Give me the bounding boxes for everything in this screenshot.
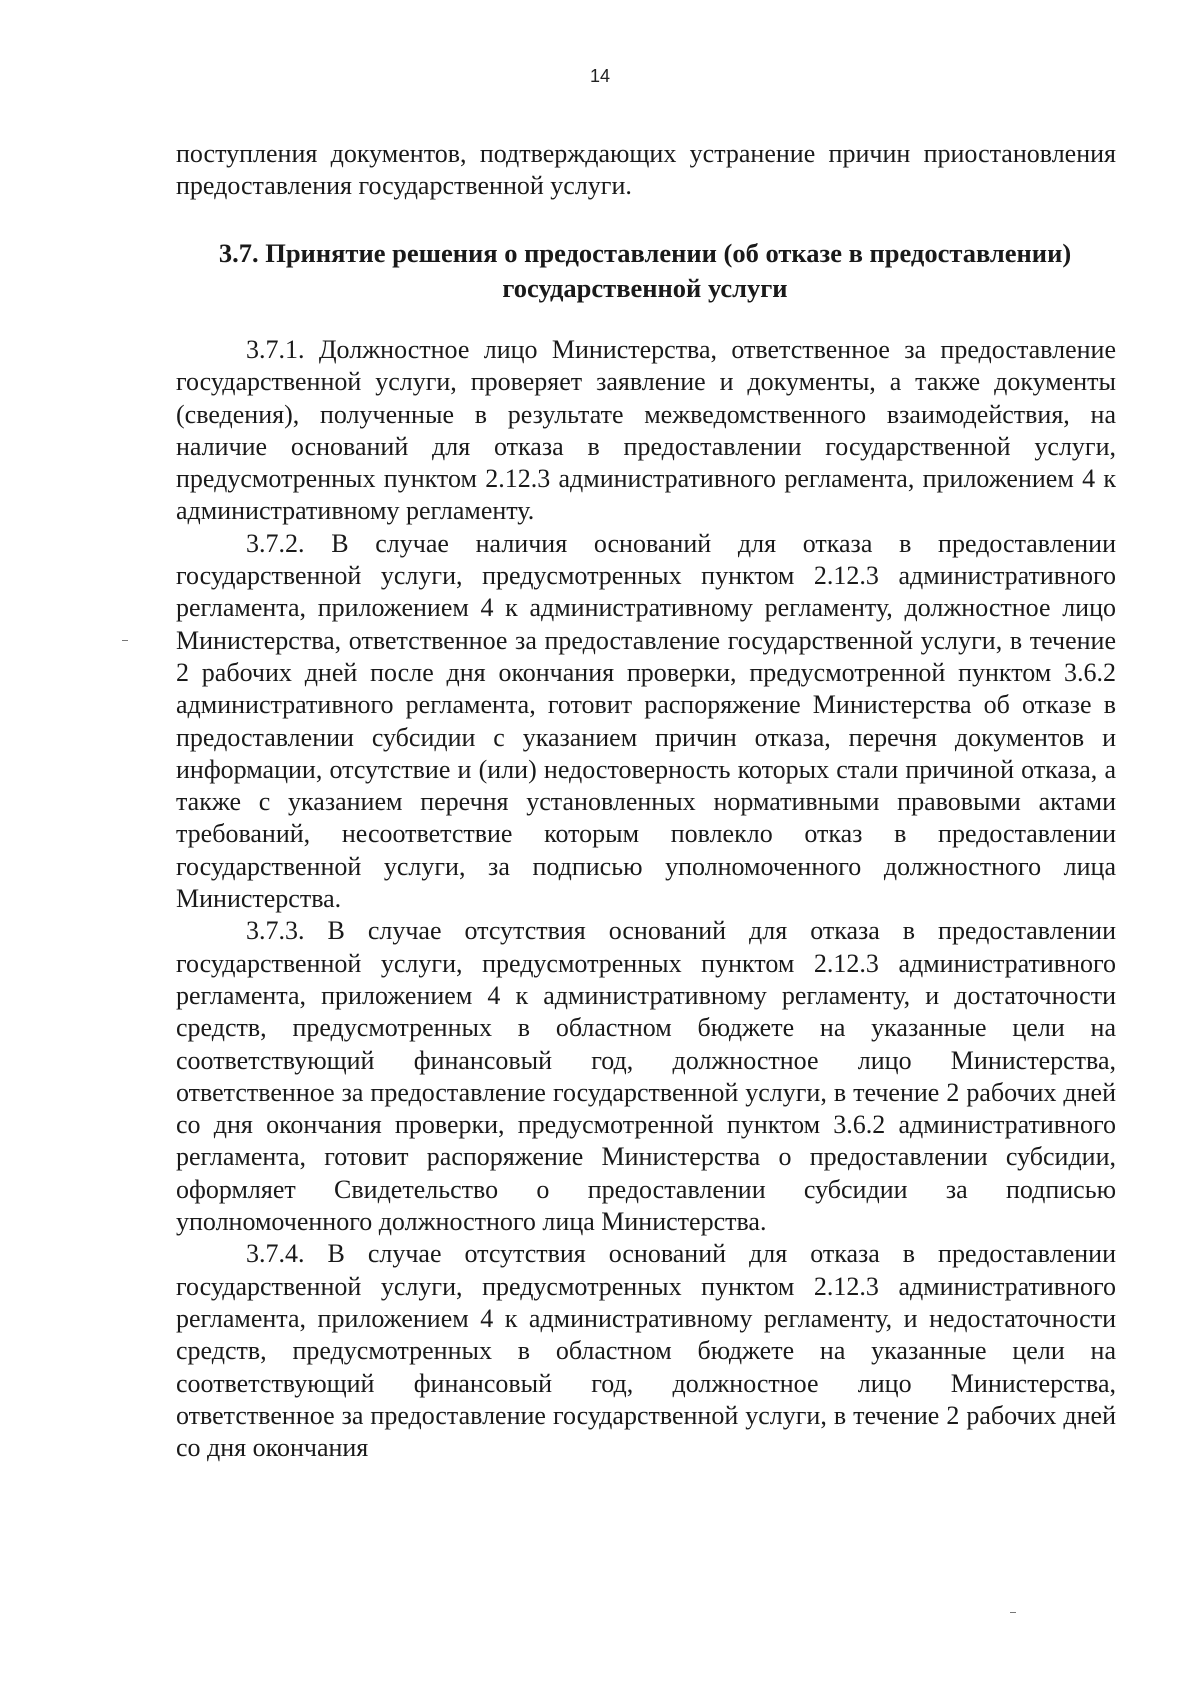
clause-3-7-1: 3.7.1. Должностное лицо Министерства, ответственное за предоставление государственной услуги, проверяет заявление и документы, а также документы (сведения), полученные в результате межведомственного взаимодействия, на наличие оснований для отказа в предоставлении государственной услуги, предусмотренных пунктом 2.12.3 административного регламента, приложением 4 к административному регламенту. <box>176 335 1116 526</box>
clauses-block <box>176 334 1116 1464</box>
clause-3-7-4: 3.7.4. В случае отсутствия оснований для отказа в предоставлении государственной услуги, предусмотренных пунктом 2.12.3 административного регламента, приложением 4 к административному регламенту, и недостаточности средств, предусмотренных в областном бюджете на указанные цели на соответствующий финансовый год, должностное лицо Министерства, ответственное за предоставление государственной услуги, в течение 2 рабочих дней со дня окончания <box>176 1239 1116 1463</box>
section-heading-line-2: государственной услуги <box>502 273 788 303</box>
intro-paragraph: поступления документов, подтверждающих устранение причин приостановления предоставления государственной услуги. <box>176 139 1116 201</box>
clause-3-7-3: 3.7.3. В случае отсутствия оснований для отказа в предоставлении государственной услуги, предусмотренных пунктом 2.12.3 административного регламента, приложением 4 к административному регламенту, и достаточности средств, предусмотренных в областном бюджете на указанные цели на соответствующий финансовый год, должностное лицо Министерства, ответственное за предоставление государственной услуги, в течение 2 рабочих дней со дня окончания проверки, предусмотренной пунктом 3.6.2 административного регламента, готовит распоряжение Министерства о предоставлении субсидии, оформляет Свидетельство о предоставлении субсидии за подписью уполномоченного должностного лица Министерства. <box>176 916 1116 1237</box>
section-heading <box>150 236 1140 306</box>
page-number: 14 <box>589 66 611 86</box>
scan-speck <box>1010 1612 1016 1613</box>
scan-speck <box>122 640 128 641</box>
section-heading-line-1: 3.7. Принятие решения о предоставлении (об отказе в предоставлении) <box>218 238 1072 268</box>
intro-paragraph-block <box>176 138 1116 203</box>
clause-3-7-2: 3.7.2. В случае наличия оснований для отказа в предоставлении государственной услуги, предусмотренных пунктом 2.12.3 административного регламента, приложением 4 к административному регламенту, должностное лицо Министерства, ответственное за предоставление государственной услуги, в течение 2 рабочих дней после дня окончания проверки, предусмотренной пунктом 3.6.2 административного регламента, готовит распоряжение Министерства об отказе в предоставлении субсидии с указанием причин отказа, перечня документов и информации, отсутствие и (или) недостоверность которых стали причиной отказа, а также с указанием перечня установленных нормативными правовыми актами требований, несоответствие которым повлекло отказ в предоставлении государственной услуги, за подписью уполномоченного должностного лица Министерства. <box>176 528 1116 914</box>
